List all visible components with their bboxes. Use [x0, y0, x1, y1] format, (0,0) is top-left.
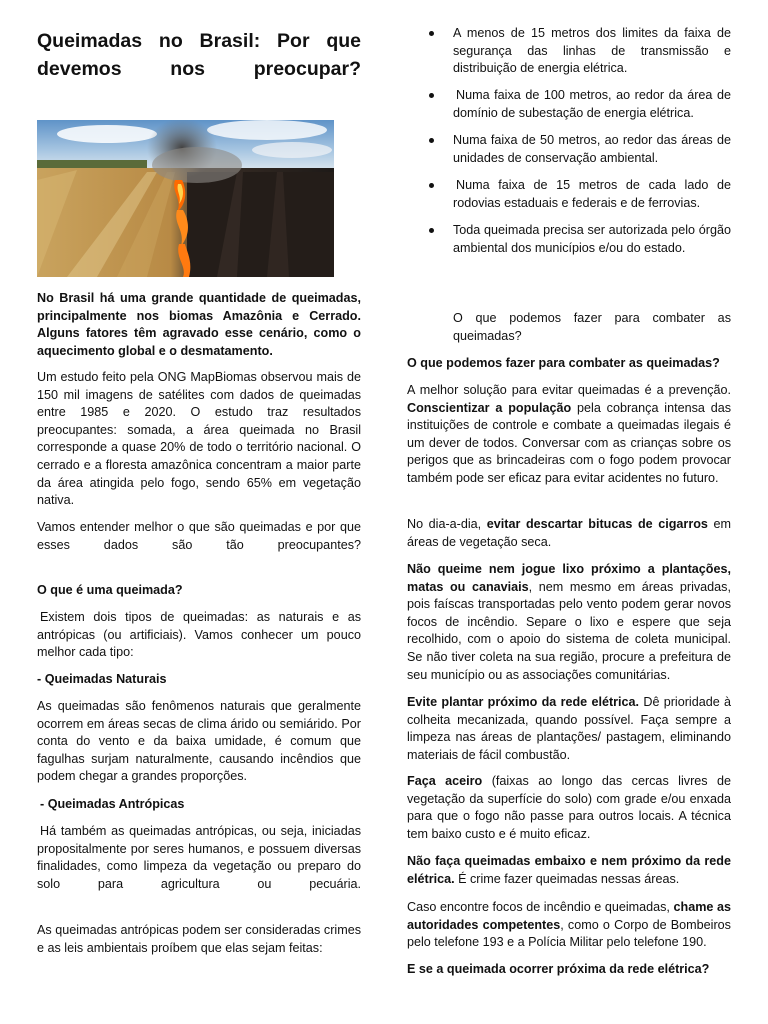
daily-paragraph: No dia-a-dia, evitar descartar bitucas de cigarros em áreas de vegetação seca. [407, 517, 732, 549]
natural-paragraph: As queimadas são fenômenos naturais que geralmente ocorrem em áreas secas de clima árido ou semiárido. Por conta do vento e da baixa umidade, é comum que fagulhas surjam naturalmente, causando incêndios que podem chegar a grandes proporções. [37, 699, 361, 784]
list-item: Numa faixa de 15 metros de cada lado de rodovias estaduais e federais e de ferrovias. [407, 177, 731, 212]
heading-anthropic: - Queimadas Antrópicas [40, 797, 185, 811]
crimes-paragraph: As queimadas antrópicas podem ser consideradas crimes e as leis ambientais proíbem que elas sejam feitas: [37, 923, 361, 955]
bullet-icon [429, 138, 434, 143]
list-item: Numa faixa de 50 metros, ao redor das áreas de unidades de conservação ambiental. [407, 132, 731, 167]
right-column [407, 0, 731, 1024]
page-title: Queimadas no Brasil: Por que devemos nos preocupar? [37, 30, 361, 80]
bullet-icon [429, 228, 434, 233]
prevention-paragraph: A melhor solução para evitar queimadas é a prevenção. Conscientizar a população pela cobrança intensa das instituições de controle e combate a queimadas ilegais é um dever de todos. Conversar com as crianças sobre os perigos que as brincadeiras com o fogo podem provocar também pode ser eficaz para evitar acidentes no futuro. [407, 383, 732, 485]
bullet-icon [429, 93, 434, 98]
list-item: Toda queimada precisa ser autorizada pelo órgão ambiental dos municípios e/ou do estado. [407, 222, 731, 257]
anthropic-paragraph: Há também as queimadas antrópicas, ou seja, iniciadas propositalmente por seres humanos, e possuem diversas finalidades, como limpeza da vegetação ou preparo do solo para agricultura ou pecuária. [37, 824, 361, 891]
heading-power-grid: E se a queimada ocorrer próxima da rede elétrica? [407, 962, 710, 976]
bullet-icon [429, 183, 434, 188]
grid-paragraph: Evite plantar próximo da rede elétrica. Dê prioridade à colheita mecanizada, quando possível. Faça sempre a limpeza nas áreas de plantações/ pastagem, eliminando materiais de fácil combustão. [407, 695, 732, 762]
list-item: Numa faixa de 100 metros, ao redor da área de domínio de subestação de energia elétrica. [407, 87, 731, 122]
question-paragraph: O que podemos fazer para combater as queimadas? [453, 311, 731, 343]
call-authorities-paragraph: Caso encontre focos de incêndio e queimadas, chame as autoridades competentes, como o Corpo de Bombeiros pelo telefone 193 e a Polícia Militar pelo telefone 190. [407, 900, 731, 950]
heading-combat: O que podemos fazer para combater as queimadas? [407, 356, 720, 370]
wildfire-photo [37, 120, 334, 277]
intro-paragraph: No Brasil há uma grande quantidade de queimadas, principalmente nos biomas Amazônia e Cerrado. Alguns fatores têm agravado esse cenário, como o aquecimento global e o desmatamento. [37, 291, 361, 358]
trash-paragraph: Não queime nem jogue lixo próximo a plantações, matas ou canaviais, nem mesmo em áreas privadas, pois faíscas transportadas pelo vento podem gerar novos focos de incêndio. Separe o lixo e espere que seja recolhido, com o apoio do sistema de coleta municipal. Se não tiver coleta na sua região, procure a prefeitura de seu município ou as associações comunitárias. [407, 562, 731, 682]
title-block [37, 27, 361, 83]
two-types-paragraph: Existem dois tipos de queimadas: as naturais e as antrópicas (ou artificiais). Vamos conhecer um pouco melhor cada tipo: [37, 610, 361, 660]
heading-what-is: O que é uma queimada? [37, 583, 183, 597]
understand-paragraph: Vamos entender melhor o que são queimadas e por que esses dados são tão preocupantes? [37, 520, 361, 552]
firebreak-paragraph: Faça aceiro (faixas ao longo das cercas livres de vegetação da superfície do solo) com grade e/ou enxada para que o fogo não passe para outros locais. A técnica tem baixo custo e é muito eficaz. [407, 774, 732, 841]
wildfire-illustration [37, 120, 334, 277]
study-paragraph: Um estudo feito pela ONG MapBiomas observou mais de 150 mil imagens de satélites com dados de queimadas entre 1985 e 2020. O estudo traz resultados preocupantes: somada, a área queimada no Brasil corresponde a quase 20% de todo o território nacional. O cerrado e a floresta amazônica concentram a maior parte da área atingida pelo fogo, sendo 65% em vegetação nativa. [37, 370, 361, 508]
bullet-icon [429, 31, 434, 36]
list-item: A menos de 15 metros dos limites da faixa de segurança das linhas de transmissão e distribuição de energia elétrica. [407, 25, 731, 78]
heading-natural: - Queimadas Naturais [37, 672, 167, 686]
nofire-paragraph: Não faça queimadas embaixo e nem próximo da rede elétrica. É crime fazer queimadas nessas áreas. [407, 854, 731, 886]
left-column [37, 0, 361, 1024]
